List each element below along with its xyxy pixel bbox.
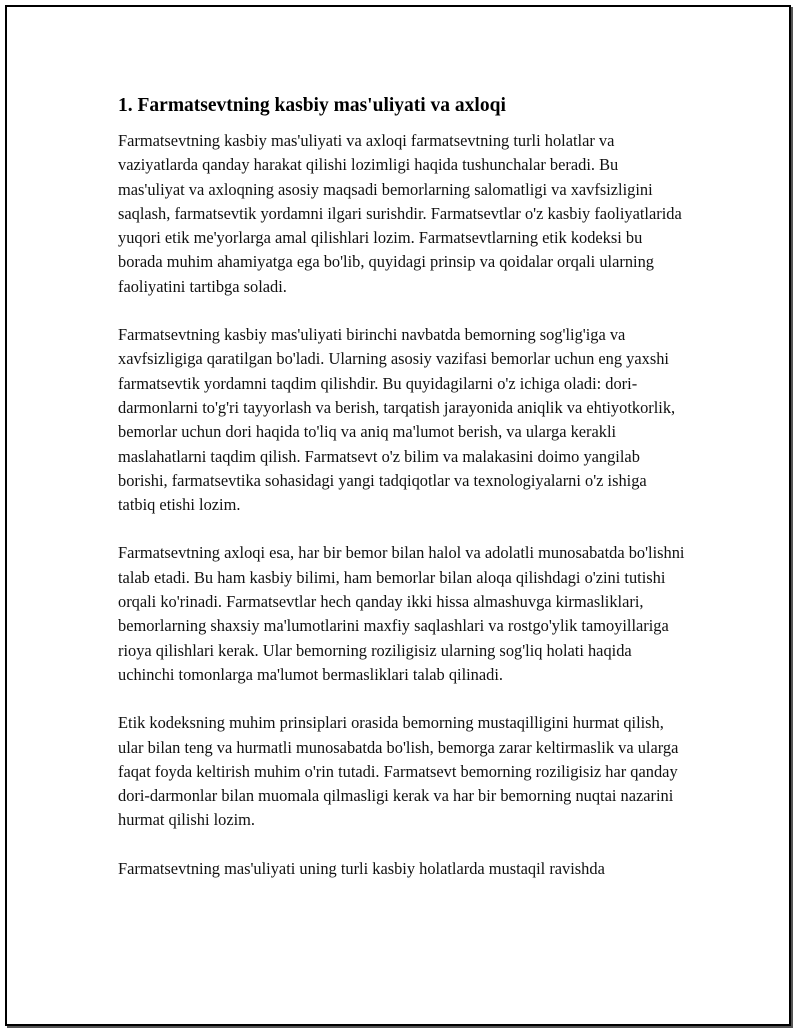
paragraph-5: Farmatsevtning mas'uliyati uning turli kasbiy holatlarda mustaqil ravishda — [118, 858, 605, 878]
section-heading: 1. Farmatsevtning kasbiy mas'uliyati va axloqi — [118, 95, 506, 116]
document-body — [118, 93, 688, 905]
paragraph-1: Farmatsevtning kasbiy mas'uliyati va axloqi farmatsevtning turli holatlar va vaziyatlarda qanday harakat qilishi lozimligi haqida tushunchalar beradi. Bu mas'uliyat va axloqning asosiy maqsadi bemorlarning salomatligi va xavfsizligini saqlash, farmatsevtik yordamni ilgari surishdir. Farmatsevtlar o'z kasbiy faoliyatlarida yuqori etik me'yorlarga amal qilishlari lozim. Farmatsevtlarning etik kodeksi bu borada muhim ahamiyatga ega bo'lib, quyidagi prinsip va qoidalar orqali ularning faoliyatini tartibga soladi. — [118, 131, 682, 296]
paragraph-4: Etik kodeksning muhim prinsiplari orasida bemorning mustaqilligini hurmat qilish, ular bilan teng va hurmatli munosabatda bo'lish, bemorga zarar keltirmaslik va ularga faqat foyda keltirish muhim o'rin tutadi. Farmatsevt bemorning roziligisiz har qanday dori-darmonlar bilan muomala qilmasligi kerak va har bir bemorning nuqtai nazarini hurmat qilishi lozim. — [118, 713, 679, 830]
paragraph-2: Farmatsevtning kasbiy mas'uliyati birinchi navbatda bemorning sog'lig'iga va xavfsizligiga qaratilgan bo'ladi. Ularning asosiy vazifasi bemorlar uchun eng yaxshi farmatsevtik yordamni taqdim qilishdir. Bu quyidagilarni o'z ichiga oladi: dori-darmonlarni to'g'ri tayyorlash va berish, tarqatish jarayonida aniqlik va ehtiyotkorlik, bemorlar uchun dori haqida to'liq va aniq ma'lumot berish, va ularga kerakli maslahatlarni taqdim qilish. Farmatsevt o'z bilim va malakasini doimo yangilab borishi, farmatsevtika sohasidagi yangi tadqiqotlar va texnologiyalarni o'z ishiga tatbiq etishi lozim. — [118, 325, 676, 515]
paragraph-3: Farmatsevtning axloqi esa, har bir bemor bilan halol va adolatli munosabatda bo'lishni talab etadi. Bu ham kasbiy bilimi, ham bemorlar bilan aloqa qilishdagi o'zini tutishi orqali ko'rinadi. Farmatsevtlar hech qanday ikki hissa almashuvga kirmasliklari, bemorlarning shaxsiy ma'lumotlarini maxfiy saqlashlari va rostgo'ylik tamoyillariga rioya qilishlari kerak. Ular bemorning roziligisiz ularning sog'liq holati haqida uchinchi tomonlarga ma'lumot bermasliklari talab qilinadi. — [118, 543, 685, 684]
